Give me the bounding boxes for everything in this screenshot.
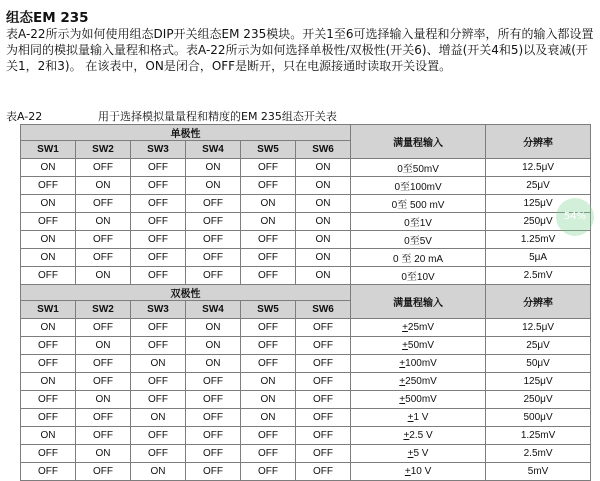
switch-state: ON bbox=[296, 159, 351, 177]
switch-state: OFF bbox=[241, 427, 296, 445]
range-cell bbox=[351, 373, 486, 391]
resolution-cell: 125μV bbox=[486, 373, 591, 391]
resolution-cell: 125μV bbox=[486, 195, 591, 213]
switch-state: OFF bbox=[76, 427, 131, 445]
switch-state: OFF bbox=[186, 391, 241, 409]
switch-state: OFF bbox=[186, 231, 241, 249]
switch-state: ON bbox=[296, 267, 351, 285]
switch-state: ON bbox=[76, 213, 131, 231]
plus-minus-sign: + bbox=[403, 430, 410, 441]
range-cell bbox=[351, 409, 486, 427]
switch-header: SW6 bbox=[296, 301, 351, 319]
switch-state: OFF bbox=[296, 319, 351, 337]
switch-state: OFF bbox=[21, 409, 76, 427]
switch-state: OFF bbox=[241, 337, 296, 355]
switch-state: OFF bbox=[21, 177, 76, 195]
switch-state: ON bbox=[296, 195, 351, 213]
switch-state: OFF bbox=[76, 319, 131, 337]
switch-state: OFF bbox=[21, 213, 76, 231]
range-value: 0至5V bbox=[404, 236, 432, 247]
table-row bbox=[21, 195, 591, 213]
switch-header: SW5 bbox=[241, 301, 296, 319]
bipolar-label: 双极性 bbox=[21, 285, 351, 301]
range-value: 0至100mV bbox=[394, 182, 442, 193]
table-row bbox=[21, 249, 591, 267]
switch-header: SW4 bbox=[186, 301, 241, 319]
unipolar-group-row bbox=[21, 125, 591, 141]
resolution-cell: 5mV bbox=[486, 463, 591, 481]
switch-state: OFF bbox=[186, 373, 241, 391]
resolution-cell: 2.5mV bbox=[486, 267, 591, 285]
switch-state: OFF bbox=[21, 463, 76, 481]
switch-state: OFF bbox=[296, 445, 351, 463]
range-value: 0至1V bbox=[404, 218, 432, 229]
progress-badge: 54% bbox=[556, 198, 594, 236]
switch-state: OFF bbox=[76, 159, 131, 177]
switch-state: OFF bbox=[131, 373, 186, 391]
switch-state: OFF bbox=[131, 249, 186, 267]
range-cell bbox=[351, 391, 486, 409]
range-value: 2.5 V bbox=[409, 430, 433, 441]
switch-state: OFF bbox=[241, 249, 296, 267]
switch-state: ON bbox=[131, 355, 186, 373]
range-cell bbox=[351, 177, 486, 195]
range-header: 满量程输入 bbox=[351, 125, 486, 159]
resolution-cell: 5μA bbox=[486, 249, 591, 267]
page-title: 组态EM 235 bbox=[6, 10, 89, 26]
switch-state: OFF bbox=[241, 159, 296, 177]
switch-state: OFF bbox=[186, 267, 241, 285]
switch-state: OFF bbox=[186, 463, 241, 481]
resolution-header: 分辨率 bbox=[486, 285, 591, 319]
resolution-cell: 25μV bbox=[486, 177, 591, 195]
switch-header: SW6 bbox=[296, 141, 351, 159]
resolution-cell: 1.25mV bbox=[486, 427, 591, 445]
switch-state: OFF bbox=[131, 231, 186, 249]
switch-config-table bbox=[20, 124, 591, 481]
switch-state: ON bbox=[186, 355, 241, 373]
switch-state: OFF bbox=[186, 213, 241, 231]
table-row bbox=[21, 427, 591, 445]
switch-state: OFF bbox=[186, 445, 241, 463]
switch-state: ON bbox=[21, 427, 76, 445]
switch-state: OFF bbox=[296, 427, 351, 445]
plus-minus-sign: + bbox=[399, 376, 406, 387]
range-value: 5 V bbox=[413, 448, 429, 459]
resolution-cell: 50μV bbox=[486, 355, 591, 373]
range-value: 50mV bbox=[407, 340, 435, 351]
range-value: 1 V bbox=[413, 412, 429, 423]
switch-state: OFF bbox=[131, 445, 186, 463]
switch-state: OFF bbox=[76, 463, 131, 481]
plus-minus-sign: + bbox=[402, 340, 408, 351]
range-cell bbox=[351, 267, 486, 285]
table-caption bbox=[6, 108, 566, 124]
switch-state: ON bbox=[21, 231, 76, 249]
switch-state: OFF bbox=[186, 195, 241, 213]
switch-state: ON bbox=[76, 337, 131, 355]
switch-header: SW1 bbox=[21, 141, 76, 159]
range-cell bbox=[351, 231, 486, 249]
switch-state: ON bbox=[296, 213, 351, 231]
range-value: 100mV bbox=[405, 358, 437, 369]
switch-state: OFF bbox=[131, 391, 186, 409]
switch-header: SW4 bbox=[186, 141, 241, 159]
switch-state: OFF bbox=[241, 231, 296, 249]
range-cell bbox=[351, 463, 486, 481]
table-row bbox=[21, 319, 591, 337]
table-row bbox=[21, 337, 591, 355]
switch-state: OFF bbox=[76, 249, 131, 267]
switch-state: ON bbox=[186, 337, 241, 355]
switch-state: ON bbox=[21, 319, 76, 337]
table-row bbox=[21, 373, 591, 391]
switch-state: OFF bbox=[241, 177, 296, 195]
switch-state: OFF bbox=[186, 427, 241, 445]
range-value: 0 至 20 mA bbox=[393, 254, 444, 265]
range-cell bbox=[351, 337, 486, 355]
switch-state: ON bbox=[76, 391, 131, 409]
switch-state: ON bbox=[21, 249, 76, 267]
range-cell bbox=[351, 319, 486, 337]
resolution-cell: 12.5μV bbox=[486, 319, 591, 337]
range-value: 0至10V bbox=[401, 272, 435, 283]
switch-state: OFF bbox=[76, 231, 131, 249]
switch-header: SW2 bbox=[76, 301, 131, 319]
switch-state: OFF bbox=[131, 319, 186, 337]
switch-state: OFF bbox=[296, 373, 351, 391]
range-header: 满量程输入 bbox=[351, 285, 486, 319]
range-cell bbox=[351, 159, 486, 177]
resolution-cell: 12.5μV bbox=[486, 159, 591, 177]
switch-state: ON bbox=[241, 213, 296, 231]
table-row bbox=[21, 463, 591, 481]
switch-state: ON bbox=[21, 373, 76, 391]
bipolar-group-row bbox=[21, 285, 591, 301]
switch-state: ON bbox=[241, 195, 296, 213]
switch-state: OFF bbox=[241, 355, 296, 373]
table-row bbox=[21, 409, 591, 427]
range-cell bbox=[351, 195, 486, 213]
switch-state: OFF bbox=[296, 337, 351, 355]
switch-state: ON bbox=[21, 195, 76, 213]
switch-state: OFF bbox=[131, 337, 186, 355]
switch-state: ON bbox=[296, 249, 351, 267]
switch-state: ON bbox=[296, 231, 351, 249]
switch-state: ON bbox=[186, 159, 241, 177]
switch-header: SW5 bbox=[241, 141, 296, 159]
range-value: 10 V bbox=[410, 466, 432, 477]
unipolar-label: 单极性 bbox=[21, 125, 351, 141]
switch-state: OFF bbox=[186, 409, 241, 427]
switch-state: OFF bbox=[296, 391, 351, 409]
switch-state: ON bbox=[131, 463, 186, 481]
range-cell bbox=[351, 213, 486, 231]
switch-state: ON bbox=[131, 409, 186, 427]
switch-state: OFF bbox=[241, 267, 296, 285]
intro-paragraph: 表A-22所示为如何使用组态DIP开关组态EM 235模块。开关1至6可选择输入量程和分辨率，所有的输入都设置为相同的模拟量输入量程和格式。表A-22所示为如何选择单极性/双极性(开关6)、增益(开关4和5)以及衰减(开关1，2和3)。 在该表中，ON是闭合，OFF是断开，只在电源接通时读取开关设置。 bbox=[6, 27, 594, 73]
switch-state: OFF bbox=[241, 319, 296, 337]
switch-state: ON bbox=[186, 177, 241, 195]
switch-state: OFF bbox=[131, 159, 186, 177]
table-id: 表A-22 bbox=[6, 110, 43, 123]
switch-state: OFF bbox=[76, 373, 131, 391]
switch-state: OFF bbox=[131, 267, 186, 285]
switch-state: ON bbox=[76, 267, 131, 285]
range-cell bbox=[351, 249, 486, 267]
switch-state: ON bbox=[296, 177, 351, 195]
switch-state: ON bbox=[76, 445, 131, 463]
range-value: 0至50mV bbox=[397, 164, 439, 175]
plus-minus-sign: + bbox=[404, 466, 411, 477]
switch-state: OFF bbox=[241, 445, 296, 463]
switch-state: OFF bbox=[76, 195, 131, 213]
switch-header: SW1 bbox=[21, 301, 76, 319]
switch-state: OFF bbox=[21, 445, 76, 463]
resolution-cell: 250μV bbox=[486, 213, 591, 231]
plus-minus-sign: + bbox=[407, 412, 414, 423]
table-row bbox=[21, 391, 591, 409]
switch-state: OFF bbox=[296, 355, 351, 373]
resolution-cell: 1.25mV bbox=[486, 231, 591, 249]
resolution-cell: 250μV bbox=[486, 391, 591, 409]
range-value: 25mV bbox=[407, 322, 435, 333]
switch-state: OFF bbox=[131, 427, 186, 445]
switch-state: ON bbox=[241, 409, 296, 427]
switch-state: OFF bbox=[241, 463, 296, 481]
table-row bbox=[21, 231, 591, 249]
table-caption-text: 用于选择模拟量量程和精度的EM 235组态开关表 bbox=[98, 110, 337, 123]
plus-minus-sign: + bbox=[399, 358, 406, 369]
plus-minus-sign: + bbox=[399, 394, 406, 405]
table-row bbox=[21, 177, 591, 195]
resolution-cell: 2.5mV bbox=[486, 445, 591, 463]
switch-state: OFF bbox=[131, 213, 186, 231]
table-row bbox=[21, 267, 591, 285]
switch-header: SW3 bbox=[131, 141, 186, 159]
range-cell bbox=[351, 355, 486, 373]
switch-state: ON bbox=[241, 373, 296, 391]
resolution-cell: 500μV bbox=[486, 409, 591, 427]
switch-state: OFF bbox=[296, 463, 351, 481]
range-value: 500mV bbox=[405, 394, 437, 405]
plus-minus-sign: + bbox=[407, 448, 414, 459]
switch-state: ON bbox=[76, 177, 131, 195]
switch-state: OFF bbox=[21, 355, 76, 373]
switch-state: OFF bbox=[21, 267, 76, 285]
range-value: 250mV bbox=[405, 376, 437, 387]
switch-state: OFF bbox=[21, 337, 76, 355]
switch-header: SW2 bbox=[76, 141, 131, 159]
resolution-header: 分辨率 bbox=[486, 125, 591, 159]
resolution-cell: 25μV bbox=[486, 337, 591, 355]
switch-state: OFF bbox=[186, 249, 241, 267]
switch-state: OFF bbox=[76, 355, 131, 373]
table-row bbox=[21, 159, 591, 177]
switch-state: ON bbox=[241, 391, 296, 409]
switch-state: OFF bbox=[21, 391, 76, 409]
range-cell bbox=[351, 427, 486, 445]
switch-state: OFF bbox=[296, 409, 351, 427]
plus-minus-sign: + bbox=[402, 322, 408, 333]
switch-state: ON bbox=[186, 319, 241, 337]
switch-header: SW3 bbox=[131, 301, 186, 319]
switch-state: ON bbox=[21, 159, 76, 177]
range-value: 0至 500 mV bbox=[391, 200, 445, 211]
switch-state: OFF bbox=[131, 177, 186, 195]
table-row bbox=[21, 355, 591, 373]
switch-state: OFF bbox=[131, 195, 186, 213]
switch-state: OFF bbox=[76, 409, 131, 427]
table-row bbox=[21, 213, 591, 231]
